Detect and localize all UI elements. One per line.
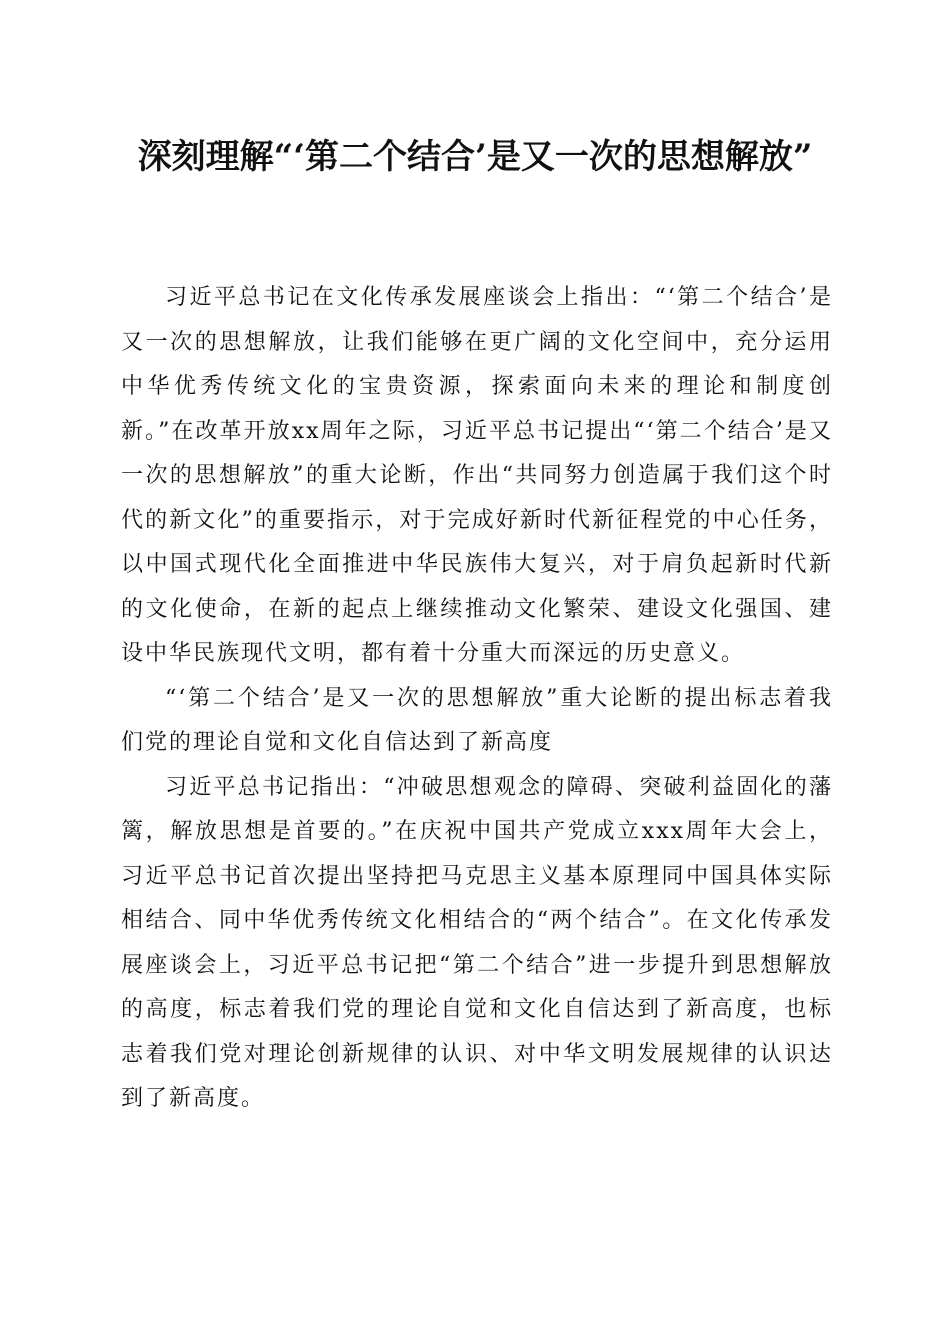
paragraph-section-heading: “‘第二个结合’是又一次的思想解放”重大论断的提出标志着我们党的理论自觉和文化自信达到了新高度 xyxy=(121,685,833,755)
document-body xyxy=(121,276,833,1122)
paragraph-section-body: 习近平总书记指出：“冲破思想观念的障碍、突破利益固化的藩篱，解放思想是首要的。”在庆祝中国共产党成立xxx周年大会上，习近平总书记首次提出坚持把马克思主义基本原理同中国具体实际相结合、同中华优秀传统文化相结合的“两个结合”。在文化传承发展座谈会上，习近平总书记把“第二个结合”进一步提升到思想解放的高度，标志着我们党的理论自觉和文化自信达到了新高度，也标志着我们党对理论创新规律的认识、对中华文明发展规律的认识达到了新高度。 xyxy=(121,774,833,1111)
document-title: 深刻理解“‘第二个结合’是又一次的思想解放” xyxy=(137,137,813,177)
paragraph-intro: 习近平总书记在文化传承发展座谈会上指出：“‘第二个结合’是又一次的思想解放，让我们能够在更广阔的文化空间中，充分运用中华优秀传统文化的宝贵资源，探索面向未来的理论和制度创新。”在改革开放xx周年之际，习近平总书记提出“‘第二个结合’是又一次的思想解放”的重大论断，作出“共同努力创造属于我们这个时代的新文化”的重要指示，对于完成好新时代新征程党的中心任务，以中国式现代化全面推进中华民族伟大复兴，对于肩负起新时代新的文化使命，在新的起点上继续推动文化繁荣、建设文化强国、建设中华民族现代文明，都有着十分重大而深远的历史意义。 xyxy=(121,285,833,666)
